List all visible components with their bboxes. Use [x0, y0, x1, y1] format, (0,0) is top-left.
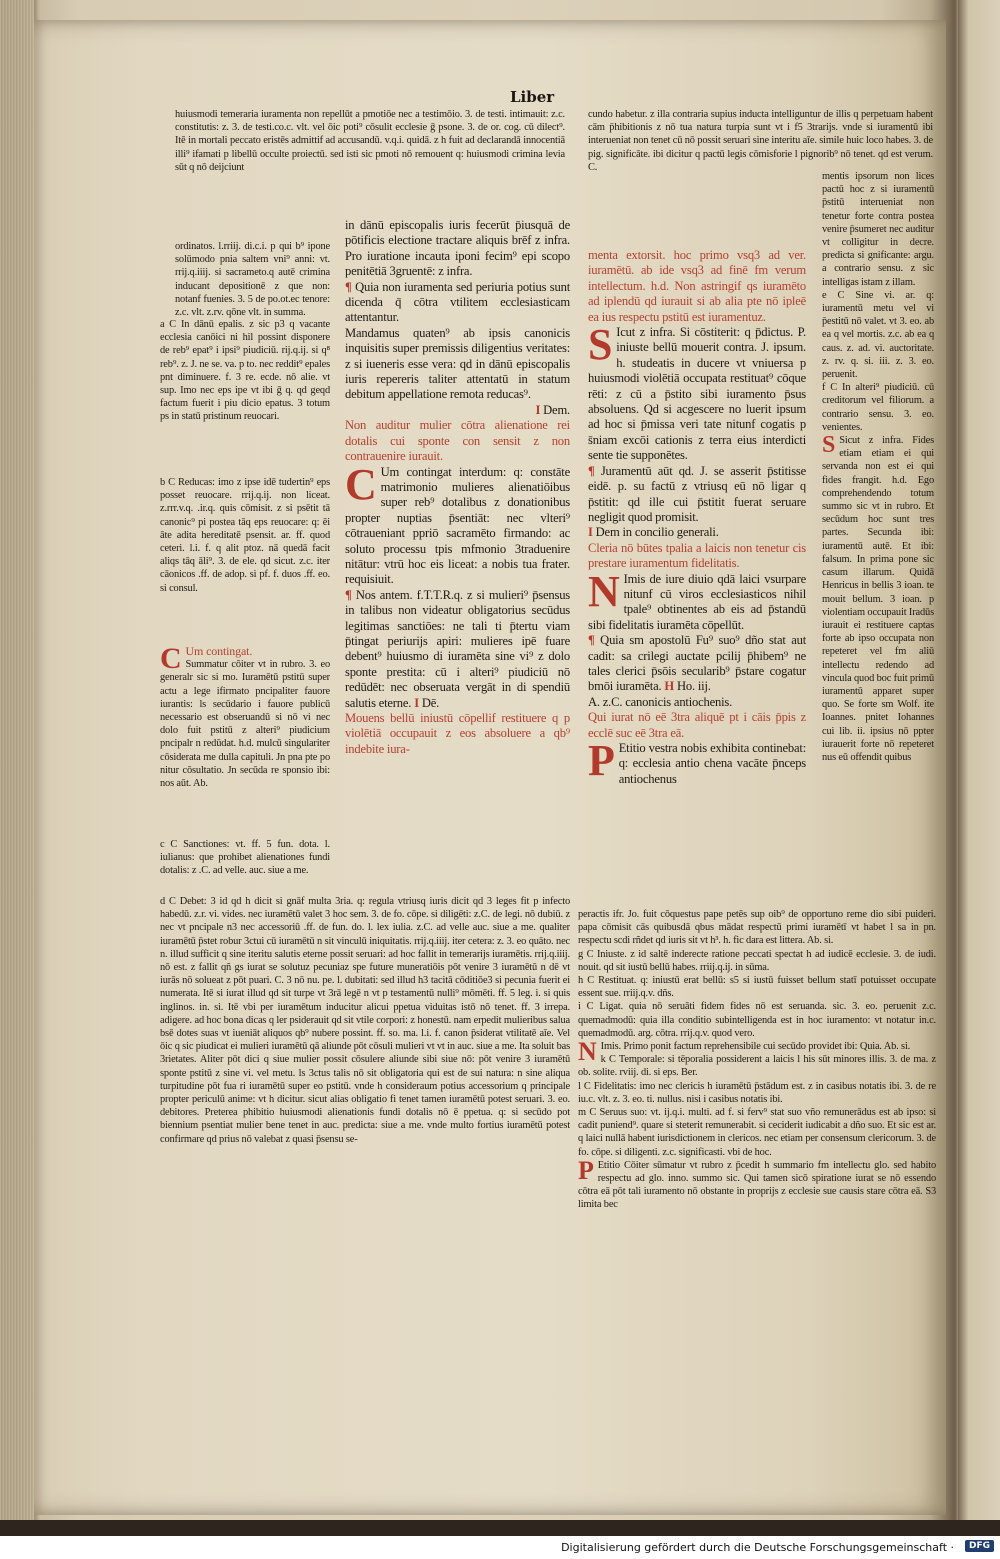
rubric: Qui iurat nō eē 3tra aliquē pt i cāis p̄pis z ecclē suc eē 3tra eā. [588, 710, 806, 740]
text-span: Sicut z infra. Fides etiam etiam ei qui servanda non est ei qui fides frangit. h.d. Ego comprehendendo totum summo sic vt in rubro. Et secūdum hoc sunt tres partes. Secunda ibi: iuramentū autē. Et ibi: falsum. In prima pone sic casum illarum. Quidā Henricus in bellis 3 ioan. te mouit bellum. 3 ioan. p violentiam occupauit Iradūs iurauit ei restituere captas forte ab ipso occupata non repeteret vel fm aliū intellectu redendo ad vincula quod boc fuit primū iuramentū apparet super quo. Se forte sm Wolf. ite Ioannes. pnitet Iohannes cui lib. ii. ipsius nō ppter iurauerit forte nō repeteret nus eū offendit quibus [822, 435, 934, 763]
gloss-note-c: c C Sanctiones: vt. ff. 5 fun. dota. l. iulianus: que prohibet alienationes fundi dotalis: z .C. ad velle. auc. siue a me. [160, 839, 330, 877]
facing-page-edge [958, 0, 1000, 1520]
text-span: Nos antem. f.T.T.R.q. z si mulieri⁹ p̄sensus in talibus non videatur obligatorius secūdus legitimas sanctiōes: ne tali ti p̄tertu viam p̄tingat periurijs apiri: mulieres ipē fuare debent⁹ huiusmo di iuramēta sine vi⁹ z dolo sponte prestita: cū i alteri⁹ piudiciū nō redūdēt: nec obseruata vergāt in di spendiū salutis eterne. [345, 587, 570, 710]
left-gloss-summary [160, 642, 330, 790]
gloss-note-b: b C Reducas: imo z ipse idē tudertin⁹ eps posset reuocare. rrij.q.ij. non liceat. z.rrr.v.q. .ir.q. quis cōmisit. z si psētit tā canonic⁹ pi postea tāq eps reuocare: q: ēi āte adita hereditatē psensit. ar. ff. quod ceteri. l.i. f. q alit ptoz. nā quedā facit aliqs tāq āli⁹. 3. de ele. qd sicut. z.c. iter cāonicos .ff. de adop. si pf. f. duos .ff. eo. si consul. [160, 477, 330, 594]
left-gloss-c [160, 838, 330, 878]
gloss-note-g: g C Iniuste. z id saltē inderecte ratione peccati spectat h ad iudicē ecclesie. 3. de iudi. nouit. qd sit iustū bellū habes. rriij.q.ij. in sūma. [578, 948, 936, 973]
text-paragraph: in dānū episcopalis iuris fecerūt p̄iusquā de pōtificis electione tractare aliquis brēf z infra. Pro iuratione incauta iponi fecim⁹ epi scopo penitētiā 3gruentē: z infra. [345, 218, 570, 279]
text-paragraph [345, 459, 570, 588]
middle-text-column [345, 218, 570, 757]
paragraph-mark-icon: ¶ [588, 463, 595, 478]
right-text-column [588, 248, 806, 787]
gloss-heading-text: Um contingat. [185, 644, 253, 658]
text-paragraph [588, 566, 806, 634]
gloss-paragraph: huiusmodi temeraria iuramenta non repellūt a pmotiōe nec a testimōio. 3. de testi. intimauit: z.c. constitutis: z. 3. de testi.co.c. vlt. vel ōic poti⁹ cōsulit ecclesie ḡ psone. 3. de or. cog. cū dilect⁹. Itē in mortali peccato eristēs admittif ad accusandū. v.q.i. quidā. z h fuit ad declarandā innocentiā illi⁹ ifamati p libellū occulte proiectū. sed isti sic pmoti nō remouent q: huiusmodi crimina levia sūt q nō deijciunt [175, 109, 565, 173]
text-paragraph: A. z.C. canonicis antiochenis. [588, 694, 733, 709]
left-gloss-top [175, 108, 565, 174]
left-gloss-b [160, 476, 330, 595]
text-paragraph [588, 736, 806, 787]
text-span: Ho. iij. [676, 679, 711, 694]
gloss-note-d: d C Debet: 3 id qd h dicit si gnāf multa 3ria. q: regula vtriusq iuris dicit qd 3 leges fit p infecto habedū. z.r. vi. vides. nec iuramētū valet 3 hoc sem. 3. de fo. cōpe. si diligēti: z.C. de legi. nō dubiū. z nec vt pncipale n3 nec accessoriū .ff. de fun. do. l. lex iulia. z.C. ad velle auc. siue a me. qualiter iuramētū p̄stet robur 3ctui cū iuramētū n sit vinculū iniquitatis. rrij.q.iiij. iter cetera: z. 3. eo quāto. nec n. illud sufficit q sine iteritu salutis eterne possit seruari: ad hoc fallit in temerarijs iuramētis. rrij.q.iiij. nō est. z fallit qñ gs iurat se solutuz pecuniaz spe future muneratiōis pōt venire 3 iuramētū n dē vt iurās nō solueat z pōt puari. C. 3 nō nu. pe. l. dubitati: sed illud h3 tacitā cōditiōe3 si pecunia fuerit ei numerata. Itē si iurat illud qd sit turpe vt 3rā legē n vt p testamentū nulli⁹ mōmēti. ff. 5 leg. i. si quis inglinos. in. si. Itē vbi per iuramētum inducitur alicui ppetua viduitas istō nō tenet. ff. 3 irrepa. adigere. ad hoc bona dicas q ler psiderauit qd sit vtile corpori: z honestū. nam erpedit mulieribus salua bsē dotes suas vt iueniāt aliquos qb⁹ nubere possint. ff. so. ma. l.i. f. canon p̄siderat vtilitatē aīe. Vel ōic q sic piudicat ei mulieri iuramētū qā aliunde pōt cōsuli mulieri vt vt in auc. siue a me. Ita soluit bas 3rietates. Aliter pōt dici q siue mulier possit cōsulere aliunde sibi siue nō: pōt venire 3 iuramētū sponte pstitū z sine vi. vel metu. ls 3ctus talis nō sit obligatoria qui est de sui natura: n sine aliqua turpitudine pōt fua ri iuramētū super eo pstitū. vnde h consideraum potius accessorium q principale propter periculū anime: vt h dicitur. sicut alias obligatio fi tenet tamen iuramētū potest seruari. 3. eo. debitores. Preterea phibitio huiusmodi alienationis fundi dotalis nō ē ppetua. q: si secūdo pot biennium psentiat mulier bene tenet in auc. predicta: siue a me. vnde multo fortius iuramētū potest confirmare qd prius nō valebat z quasi p̄sensu se- [160, 896, 570, 1145]
right-gloss-top [588, 108, 933, 174]
scan-bottom-border [0, 1520, 1000, 1536]
red-initial-c: C [345, 459, 377, 509]
red-initial-h: H [664, 679, 675, 694]
running-head: Liber [510, 88, 555, 106]
red-initial-s: S [588, 320, 613, 370]
text-span: Dem in concilio generali. [595, 525, 719, 540]
red-initial-i: I [414, 695, 419, 710]
text-paragraph [345, 588, 570, 711]
text-span: Imis. Primo ponit factum reprehensibile cui secūdo providet ibi: Quia. Ab. si. [600, 1041, 911, 1053]
left-gloss-narrow [175, 240, 330, 319]
footer-credit: Digitalisierung gefördert durch die Deutsche Forschungsgemeinschaft · [561, 1541, 954, 1554]
red-initial-i: I [535, 402, 541, 417]
gloss-note-petitio [578, 1155, 936, 1212]
text-paragraph [345, 280, 570, 326]
text-span: Icut z infra. Si cōstiterit: q p̄dictus. P. iniuste bellū mouerit contra. J. ipsum. h. studeatis in ducere vt vniuersa p huiusmodi violētiā occupata restituat⁹ cōque rēti: z cū a p̄stito sibi iuramento p̄sus absoluens. Qd si acgescere no luerit ipsum ad hoc si p̄missa veri tate nitunf cogatis p s̄niam excōi cationis z terra eius interdicti sente tie supponētes. [588, 325, 806, 463]
rubric: Non auditur mulier cōtra alienatione rei dotalis cui sponte con sensit z non contrauenire iurauit. [345, 418, 570, 464]
left-gloss-a [160, 318, 330, 424]
gloss-note-i: i C Ligat. quia nō seruāti fidem fides nō est seruanda. sic. 3. eo. peruenit z.c. quemadmodū: quia illa conditio subintelligenda est in hoc iuramento: vt notatur in.c. quemadmodū. arg. cōtra. rrij.q.v. quod vero. [578, 1001, 936, 1039]
paragraph-mark-icon: ¶ [588, 633, 595, 648]
text-span: Imis de iure diuio qdā laici vsurpare nitunf cū viros ecclesiasticos nihil tpale⁹ obtinentes ab eis ad p̄standū sibi fidelitatis iuramēta cōpellūt. [588, 571, 806, 632]
rubric: menta extorsit. hoc primo vsq3 ad ver. iuramētū. ab ide vsq3 ad finē fm verum intellectum. h.d. Non astringif qs iuramēto ad iplendū qd iurauit si ab alia pte nō ipleē ea ius respectu pstitū est iuramentuz. [588, 248, 806, 324]
text-paragraph [588, 633, 806, 695]
rubric: Mouens bellū iniustū cōpellif restituere q p violētiā occupauit z eos absoluere a qb⁹ indebite iura- [345, 711, 570, 756]
gloss-paragraph: cundo habetur. z illa contraria supius inducta intelliguntur de illis q perpetuam habent cām p̄hibitionis z nō tua natura turpia sunt vt i f5 3trarijs. vnde si iuramentū ibi interueniat non tenet cū nō possit seruari sine interitu aīe. simile huic loco habes. 3. de pig. significāte. ibi dicitur q pactū legis cōmisforie l pignorib⁹ nō tenet. qd est verum. C. [588, 109, 933, 173]
gloss-note-f: f C In alteri⁹ piudiciū. cū creditorum vel filiorum. a contrario sensu. 3. eo. venientes. [822, 382, 934, 433]
right-gloss-bottom [578, 908, 936, 1212]
red-initial-n: N [588, 566, 620, 616]
text-span: Etitio Cōiter sūmatur vt rubro z p̄cedit h summario fm intellectu glo. sed habito respectu ad glo. inno. summo sic. Qui tamen sicō spiratione iurat se nō essendo cōtra eā pōt tali iuramento nō obstante in proprijs z ecclesie sue causis stare cōtra eā. S3 limita bec [578, 1159, 936, 1211]
text-paragraph [588, 464, 806, 526]
red-initial-i: I [588, 525, 593, 540]
gloss-note-l: l C Fidelitatis: imo nec clericis h iuramētū p̄stādum est. z in casibus notatis ibi. 3. de re iu.c. vlt. z. 3. eo. ti. nullus. nisi i casibus notatis ibi. [578, 1080, 936, 1105]
gloss-note-a: a C In dānū epalis. z sic p3 q vacante ecclesia canōici ni hil possint disponere de reb⁹ epat⁹ i ipsi⁹ piudiciū. rij.q.ij. si q⁸ reb⁹. z. J. ne se. va. p to. nec reddit⁹ epales pnt diminuere. f. 3 re. ecde. nō alie. vt sup. Imo nec eps ipe vt ibi ḡ q. qd geqd factum fuerit i piu dicio epatus. 3 totum ps in statū pristinum reuocari. [160, 319, 330, 423]
text-span: Dē. [421, 695, 440, 710]
text-span: Quia sm apostolū Fu⁹ suo⁹ dño stat aut cadit: sa crilegi auctate pcilij p̄hibem⁹ ne tales clerici p̄sōis secularib⁹ p̄stare cogatur bmōi iuramēta. [588, 633, 807, 694]
dfg-logo: DFG [965, 1540, 994, 1552]
gloss-note-k: k C Temporale: si tēporalia possiderent a laicis l his sūt minores illis. 3. de ma. z ob. solite. rviij. di. si eps. Ber. [578, 1054, 936, 1079]
red-initial-p: P [588, 736, 615, 785]
gloss-heading [160, 642, 330, 675]
gloss-note-m: m C Seruus suo: vt. ij.q.i. multi. ad f. si ferv⁹ stat suo vño remunerādus est ab ipso: si cadit puniend⁹. quare si steterit remunerabit. si ceciderit iudicabit a dño suo. Et sic est ar. q laici nullā habent iurisdictionem in clericos. nec etiam per consensum clericorum. 3. de fo. cōpe. si diligenti. z.c. significasti. vbi de hoc. [578, 1107, 936, 1158]
gloss-paragraph: peractis ifr. Jo. fuit cōquestus pape petēs sup oib⁹ de opportuno reme dio sibi puideri. papa cōmisit cās quibusdā qbus mādat respectū primi iuramētī vt habet l sa in pn. respectu scdi rñdet qd iuris sit vt h³. h. fic dara est littera. Ab. si. [578, 909, 936, 947]
red-initial-c: C [160, 642, 182, 675]
gloss-summary: Summatur cōiter vt in rubro. 3. eo generalr sic si mo. Iuramētū pstitū super actu a lege ifirmato pncipaliter fauore iurantis: ls secūdario i fauore publicū necessario est obseruandū si nō vi nec dolo fuit pstitū z alteri⁹ piudicium pncipalr n redūdat. h.d. mulcū singulariter cōsiderata me dulla capituli. Jn pna pte po nitur cōsultatio. Jn secūda re sponsio ibi: nos aūt. Ab. [160, 659, 330, 790]
text-paragraph [588, 320, 806, 464]
page-edges-left [0, 0, 34, 1520]
paragraph-mark-icon: ¶ [345, 279, 352, 294]
text-span: Juramentū aūt qd. J. se asserit p̄stitisse eidē. p. su factū z vtriusq eū nō ligar q p̄stitit: qd ille cui p̄stitit fuerat seruare negligit quod promisit. [588, 463, 806, 524]
gloss-paragraph: ordinatos. l.rriij. di.c.i. p qui b⁹ ipone solūmodo pnia saltem vni⁹ anni: vt. rrij.q.iiij. si sacrameto.q autē crimina inducant depositionē z que non: notanf fuenies. 3. 5 de po.ot.ec tenore: z.c. vlt. z.rv. qōne vlt. in summa. [175, 241, 330, 319]
red-initial-p: P [578, 1155, 594, 1185]
red-initial-n: N [578, 1037, 597, 1067]
gloss-paragraph: mentis ipsorum non lices pactū hoc z si iuramentū p̄stitū interueniat non tenetur forte contra postea venire p̄sumeret nec auditur vt colligitur in decre. predicta si gnificante: argu. a contrario sensu. z sic intelligas istam z illam. [822, 171, 934, 288]
rubric: Cleria nō būtes tpalia a laicis non tenetur cis prestare iuramentum fidelitatis. [588, 540, 806, 571]
text-span: Dem. [543, 402, 570, 417]
text-paragraph [345, 403, 570, 418]
digitization-footer [0, 1536, 1000, 1559]
left-gloss-d [160, 895, 570, 1146]
gloss-note-h: h C Restituat. q: iniustū erat bellū: s5 si iustū fuisset bellum statī potuisset occupate essent sue. rriij.q.v. dñs. [578, 975, 936, 1000]
text-span: Um contingat interdum: q: constāte matrimonio mulieres alienatiōibus super reb⁹ dotalibus z donationibus propter nuptias p̄sentiāt: nec vlteri⁹ cōtraueniant ppriō sacramēto firmando: ac soluto processu tpis mfmonio 3traduenire nitātur: vtrū hoc eis liceat: a nobis tua frater. requisiuit. [345, 464, 570, 587]
text-paragraph [588, 525, 806, 540]
text-span: Quia non iuramenta sed periuria potius sunt dicenda q̄ cōtra vtilitem ecclesiasticam attentantur. [345, 279, 570, 325]
text-span: Etitio vestra nobis exhibita continebat: q: ecclesia antio chena vacāte p̄nceps antiochenus [618, 741, 806, 786]
gloss-note-e: e C Sine vi. ar. q: iuramentū metu vel vi p̄estitū nō valet. vt 3. eo. ab ea q vel mortis. z.c. ab ea q caus. z. ad. vi. auctoritate. z. rv. q. si. iii. z. 3. eo. peruenit. [822, 289, 934, 381]
far-right-gloss [822, 170, 934, 764]
text-paragraph: Mandamus quaten⁹ ab ipsis canonicis inquisitis super premissis diligentius veritates: z si iueneris esse vera: qd in dānū episcopalis iuris repereris taliter attentatū in statum debitum appellatione remota reducas⁹. [345, 325, 570, 402]
paragraph-mark-icon: ¶ [345, 587, 352, 602]
red-initial-s: S [822, 432, 836, 459]
gloss-sicut [822, 434, 934, 764]
